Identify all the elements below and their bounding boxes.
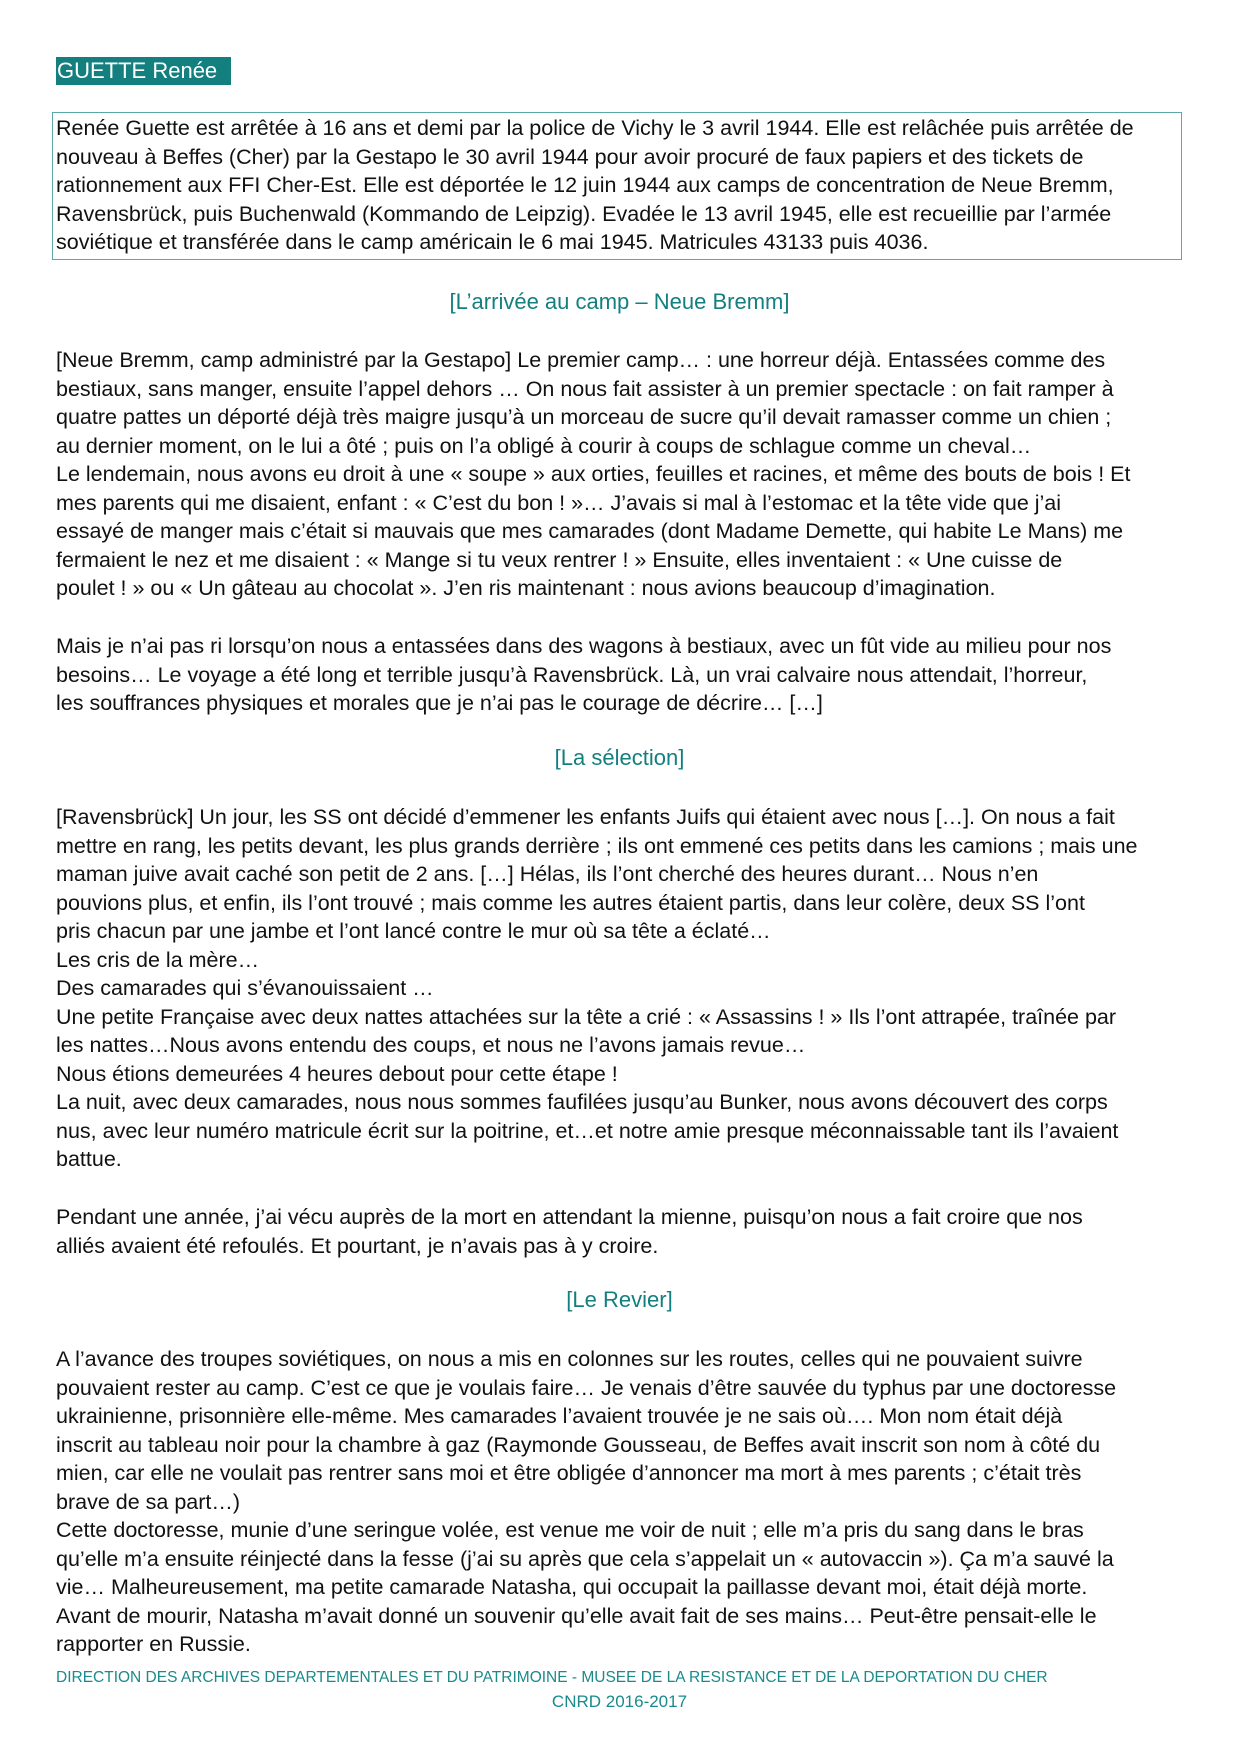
footer-institution: DIRECTION DES ARCHIVES DEPARTEMENTALES ET DU PATRIMOINE - MUSEE DE LA RESISTANCE ET DE LA DEPORTATION DU CHER [56, 1669, 1048, 1686]
summary-line: soviétique et transférée dans le camp américain le 6 mai 1945. Matricules 43133 puis 4036. [56, 230, 929, 254]
text-line: pris chacun par une jambe et l’ont lancé contre le mur où sa tête a éclaté… [56, 919, 771, 943]
text-line: ukrainienne, prisonnière elle-même. Mes camarades l’avaient trouvée je ne sais où…. Mon nom était déjà [56, 1404, 1063, 1428]
summary-line: nouveau à Beffes (Cher) par la Gestapo le 30 avril 1944 pour avoir procuré de faux papiers et des tickets de [56, 144, 1084, 169]
text-line: brave de sa part…) [56, 1489, 241, 1514]
text-line: pouvaient rester au camp. C’est ce que je voulais faire… Je venais d’être sauvée du typhus par une doctoresse [56, 1375, 1117, 1400]
section-paragraph [56, 803, 1186, 1174]
page-title: GUETTE Renée [56, 57, 231, 85]
text-line: qu’elle m’a ensuite réinjecté dans la fesse (j’ai su après que cela s’appelait un « autovaccin »). Ça m’a sauvé la [56, 1546, 1114, 1571]
text-line: poulet ! » ou « Un gâteau au chocolat ». J’en ris maintenant : nous avions beaucoup d’imagination. [56, 576, 996, 600]
text-line: battue. [56, 1147, 122, 1171]
text-line: pouvions plus, et enfin, ils l’ont trouvé ; mais comme les autres étaient partis, dans leur colère, deux SS l’ont [56, 890, 1085, 915]
text-line: nus, avec leur numéro matricule écrit sur la poitrine, et…et notre amie presque méconnaissable tant ils l’avaient [56, 1118, 1119, 1143]
text-line: vie… Malheureusement, ma petite camarade Natasha, qui occupait la paillasse devant moi, était déjà morte. [56, 1575, 1088, 1599]
summary-line: Renée Guette est arrêtée à 16 ans et demi par la police de Vichy le 3 avril 1944. Elle est relâchée puis arrêtée de [56, 116, 1134, 140]
text-line: Le lendemain, nous avons eu droit à une « soupe » aux orties, feuilles et racines, et même des bouts de bois ! Et [56, 462, 1131, 486]
text-line: Cette doctoresse, munie d’une seringue volée, est venue me voir de nuit ; elle m’a pris du sang dans le bras [56, 1518, 1084, 1542]
text-line: mien, car elle ne voulait pas rentrer sans moi et être obligée d’annoncer ma mort à mes parents ; c’était très [56, 1461, 1082, 1485]
text-line: maman juive avait caché son petit de 2 ans. […] Hélas, ils l’ont cherché des heures durant… Nous n’en [56, 862, 1039, 886]
text-line: Les cris de la mère… [56, 947, 260, 972]
text-line: Nous étions demeurées 4 heures debout pour cette étape ! [56, 1061, 618, 1086]
section-paragraph [56, 1203, 1186, 1260]
footer-cnrd: CNRD 2016-2017 [551, 1692, 688, 1711]
text-line: [Neue Bremm, camp administré par la Gestapo] Le premier camp… : une horreur déjà. Entassées comme des [56, 348, 1106, 372]
text-line: fermaient le nez et me disaient : « Mange si tu veux rentrer ! » Ensuite, elles inventaient : « Une cuisse de [56, 547, 1063, 572]
text-line: A l’avance des troupes soviétiques, on nous a mis en colonnes sur les routes, celles qui ne pouvaient suivre [56, 1347, 1083, 1371]
text-line: au dernier moment, on le lui a ôté ; puis on l’a obligé à courir à coups de schlague comme un cheval… [56, 433, 1032, 458]
text-line: mettre en rang, les petits devant, les plus grands derrière ; ils ont emmené ces petits dans les camions ; mais une [56, 833, 1138, 858]
text-line: Des camarades qui s’évanouissaient … [56, 976, 434, 1000]
text-line: les souffrances physiques et morales que je n’ai pas le courage de décrire… […] [56, 691, 823, 715]
text-line: Mais je n’ai pas ri lorsqu’on nous a entassées dans des wagons à bestiaux, avec un fût vide au milieu pour nos [56, 634, 1112, 658]
summary-line: Ravensbrück, puis Buchenwald (Kommando de Leipzig). Evadée le 13 avril 1945, elle est recueillie par l’armée [56, 201, 1112, 226]
text-line: besoins… Le voyage a été long et terrible jusqu’à Ravensbrück. Là, un vrai calvaire nous attendait, l’horreur, [56, 662, 1088, 687]
text-line: les nattes…Nous avons entendu des coups, et nous ne l’avons jamais revue… [56, 1033, 806, 1057]
section-heading-selection: [La sélection] [554, 745, 685, 770]
text-line: alliés avaient été refoulés. Et pourtant, je n’avais pas à y croire. [56, 1233, 659, 1258]
text-line: Une petite Française avec deux nattes attachées sur la tête a crié : « Assassins ! » Ils l’ont attrapée, traînée par [56, 1004, 1117, 1029]
text-line: mes parents qui me disaient, enfant : « C’est du bon ! »… J’avais si mal à l’estomac et la tête vide que j’ai [56, 490, 1062, 515]
text-line: rapporter en Russie. [56, 1632, 251, 1656]
text-line: La nuit, avec deux camarades, nous nous sommes faufilées jusqu’au Bunker, nous avons découvert des corps [56, 1090, 1108, 1114]
summary-line: rationnement aux FFI Cher-Est. Elle est déportée le 12 juin 1944 aux camps de concentration de Neue Bremm, [56, 173, 1114, 197]
section-paragraph [56, 1345, 1186, 1659]
text-line: essayé de manger mais c’était si mauvais que mes camarades (dont Madame Demette, qui habite Le Mans) me [56, 519, 1124, 543]
text-line: Pendant une année, j’ai vécu auprès de la mort en attendant la mienne, puisqu’on nous a fait croire que nos [56, 1205, 1083, 1229]
text-line: Avant de mourir, Natasha m’avait donné un souvenir qu’elle avait fait de ses mains… Peut-être pensait-elle le [56, 1603, 1097, 1628]
text-line: inscrit au tableau noir pour la chambre à gaz (Raymonde Gousseau, de Beffes avait inscrit son nom à côté du [56, 1432, 1101, 1457]
section-heading-revier: [Le Revier] [566, 1287, 673, 1312]
section-heading-neue-bremm: [L’arrivée au camp – Neue Bremm] [449, 289, 790, 314]
text-line: [Ravensbrück] Un jour, les SS ont décidé d’emmener les enfants Juifs qui étaient avec nous […]. On nous a fait [56, 805, 1115, 829]
text-line: quatre pattes un déporté déjà très maigre jusqu’à un morceau de sucre qu’il devait ramasser comme un chien ; [56, 405, 1112, 429]
text-line: bestiaux, sans manger, ensuite l’appel dehors … On nous fait assister à un premier spectacle : on fait ramper à [56, 376, 1114, 401]
section-paragraph [56, 632, 1186, 718]
section-paragraph [56, 346, 1186, 603]
summary-paragraph [56, 114, 1186, 257]
